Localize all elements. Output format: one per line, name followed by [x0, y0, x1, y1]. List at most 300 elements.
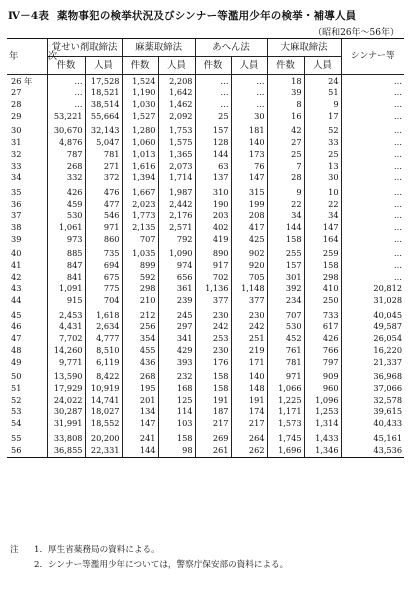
opium-cases-cell: 25 — [195, 110, 231, 122]
cannabis-persons-cell: 9 — [304, 98, 341, 110]
stimulant-persons-cell: 860 — [85, 233, 122, 245]
opium-persons-cell: 242 — [231, 321, 267, 333]
cannabis-cases-cell: 530 — [267, 321, 304, 333]
note-item — [10, 558, 288, 573]
narcotics-cases-cell: 1,527 — [122, 110, 158, 122]
opium-persons-cell: 219 — [231, 344, 267, 356]
cannabis-persons-cell: 426 — [304, 332, 341, 344]
stimulant-persons-cell: 271 — [85, 160, 122, 172]
cannabis-cases-cell: 28 — [267, 172, 304, 184]
drug-offense-table — [7, 38, 404, 458]
opium-cases-cell: … — [195, 98, 231, 110]
table-row — [7, 110, 404, 122]
narcotics-cases-cell: 298 — [122, 283, 158, 295]
cannabis-persons-cell: 17 — [304, 110, 341, 122]
cannabis-persons-cell: 25 — [304, 148, 341, 160]
narcotics-persons-cell: 2,176 — [158, 210, 195, 222]
cannabis-persons-cell: 410 — [304, 283, 341, 295]
narcotics-persons-cell: 103 — [158, 417, 195, 429]
table-period: （昭和26年～56年） — [313, 28, 399, 38]
narcotics-cases-cell: 256 — [122, 321, 158, 333]
opium-cases-cell: 230 — [195, 344, 231, 356]
table-row — [7, 306, 404, 321]
cannabis-cases-cell: 8 — [267, 98, 304, 110]
cannabis-persons-cell: 909 — [304, 368, 341, 383]
narcotics-persons-cell: 1,575 — [158, 136, 195, 148]
thinner-cell: … — [341, 75, 404, 87]
opium-persons-cell: 920 — [231, 259, 267, 271]
opium-cases-cell: 419 — [195, 233, 231, 245]
narcotics-persons-cell: 2,571 — [158, 221, 195, 233]
cannabis-cases-cell: 1,066 — [267, 382, 304, 394]
narcotics-persons-cell: 429 — [158, 344, 195, 356]
opium-persons-cell: 147 — [231, 172, 267, 184]
opium-cases-cell: 63 — [195, 160, 231, 172]
cannabis-persons-cell: 30 — [304, 172, 341, 184]
opium-cases-cell: 158 — [195, 368, 231, 383]
table-row — [7, 122, 404, 137]
thinner-cell: 36,968 — [341, 368, 404, 383]
cannabis-cases-cell: 301 — [267, 271, 304, 283]
narcotics-cases-cell: 1,030 — [122, 98, 158, 110]
stimulant-persons-cell: 14,741 — [85, 394, 122, 406]
opium-persons-cell: … — [231, 98, 267, 110]
table-row — [7, 417, 404, 429]
table-row — [7, 172, 404, 184]
cannabis-persons-cell: 22 — [304, 198, 341, 210]
cannabis-cases-cell: 18 — [267, 75, 304, 87]
opium-persons-cell: 148 — [231, 382, 267, 394]
cannabis-persons-cell: 34 — [304, 210, 341, 222]
cannabis-cases-cell: 761 — [267, 344, 304, 356]
narcotics-persons-cell: 1,090 — [158, 245, 195, 260]
stimulant-persons-cell: 675 — [85, 271, 122, 283]
year-cell: 38 — [11, 221, 22, 232]
cases-header: 件数 — [47, 57, 85, 75]
table-row — [7, 368, 404, 383]
opium-cases-cell: 187 — [195, 406, 231, 418]
table-body — [7, 75, 404, 458]
cannabis-persons-cell: 1,253 — [304, 406, 341, 418]
thinner-cell: … — [341, 110, 404, 122]
opium-cases-cell: 890 — [195, 245, 231, 260]
cases-header: 件数 — [267, 57, 304, 75]
stimulant-persons-cell: 476 — [85, 183, 122, 198]
year-cell: 33 — [11, 160, 22, 171]
cannabis-cases-cell: 158 — [267, 233, 304, 245]
opium-persons-cell: 217 — [231, 417, 267, 429]
stimulant-cases-cell: 973 — [47, 233, 85, 245]
table-row — [7, 429, 404, 444]
stimulant-cases-cell: 53,221 — [47, 110, 85, 122]
year-cell: 44 — [11, 295, 22, 306]
opium-persons-cell: 199 — [231, 198, 267, 210]
stimulant-cases-cell: 36,855 — [47, 444, 85, 458]
table-title-text: 薬物事犯の検挙状況及びシンナー等濫用少年の検挙・補導人員 — [57, 10, 357, 22]
thinner-cell: 40,433 — [341, 417, 404, 429]
notes — [10, 543, 288, 573]
narcotics-cases-cell: 210 — [122, 294, 158, 306]
cannabis-persons-cell: 259 — [304, 245, 341, 260]
opium-cases-cell: 402 — [195, 221, 231, 233]
narcotics-cases-cell: 1,190 — [122, 87, 158, 99]
table-row — [7, 210, 404, 222]
notes-label: 注 — [10, 545, 19, 555]
narcotics-cases-cell: 195 — [122, 382, 158, 394]
cannabis-persons-cell: 158 — [304, 259, 341, 271]
narcotics-persons-cell: 393 — [158, 356, 195, 368]
narcotics-persons-cell: 656 — [158, 271, 195, 283]
thinner-cell: 16,220 — [341, 344, 404, 356]
cannabis-law-header: 大麻取締法 — [267, 39, 341, 57]
table-row — [7, 98, 404, 110]
opium-cases-cell: 203 — [195, 210, 231, 222]
cannabis-cases-cell: 16 — [267, 110, 304, 122]
narcotics-cases-cell: 144 — [122, 444, 158, 458]
table-row — [7, 136, 404, 148]
year-cell: 52 — [11, 394, 22, 405]
stimulant-persons-cell: 55,664 — [85, 110, 122, 122]
narcotics-persons-cell: 114 — [158, 406, 195, 418]
year-cell: 45 — [11, 309, 22, 320]
cannabis-persons-cell: 298 — [304, 271, 341, 283]
year-cell: 51 — [11, 382, 22, 393]
cannabis-cases-cell: 1,745 — [267, 429, 304, 444]
cannabis-cases-cell: 1,573 — [267, 417, 304, 429]
opium-cases-cell: 190 — [195, 198, 231, 210]
opium-cases-cell: 157 — [195, 122, 231, 137]
narcotics-persons-cell: 297 — [158, 321, 195, 333]
cannabis-persons-cell: 797 — [304, 356, 341, 368]
cannabis-cases-cell: 7 — [267, 160, 304, 172]
opium-persons-cell: 230 — [231, 306, 267, 321]
year-cell: 26 年 — [11, 75, 33, 86]
year-cell: 43 — [11, 283, 22, 294]
cannabis-cases-cell: 42 — [267, 122, 304, 137]
year-cell: 47 — [11, 333, 22, 344]
stimulant-persons-cell: 20,200 — [85, 429, 122, 444]
opium-persons-cell: 417 — [231, 221, 267, 233]
note-item — [10, 543, 288, 558]
stimulant-persons-cell: 372 — [85, 172, 122, 184]
thinner-header: シンナー等 — [341, 39, 404, 75]
opium-persons-cell: 173 — [231, 148, 267, 160]
stimulant-persons-cell: 546 — [85, 210, 122, 222]
thinner-cell: 39,615 — [341, 406, 404, 418]
cannabis-persons-cell: 13 — [304, 160, 341, 172]
stimulant-cases-cell: 426 — [47, 183, 85, 198]
thinner-cell: … — [341, 183, 404, 198]
thinner-cell: … — [341, 198, 404, 210]
thinner-cell: … — [341, 98, 404, 110]
year-cell: 34 — [11, 172, 22, 183]
thinner-cell: … — [341, 271, 404, 283]
cannabis-persons-cell: 617 — [304, 321, 341, 333]
narcotics-cases-cell: 899 — [122, 259, 158, 271]
stimulant-persons-cell: 735 — [85, 245, 122, 260]
stimulant-cases-cell: 33,808 — [47, 429, 85, 444]
opium-cases-cell: … — [195, 87, 231, 99]
narcotics-persons-cell: 974 — [158, 259, 195, 271]
narcotics-cases-cell: 1,035 — [122, 245, 158, 260]
year-cell: 32 — [11, 148, 22, 159]
narcotics-cases-cell: 2,135 — [122, 221, 158, 233]
opium-persons-cell: 1,148 — [231, 283, 267, 295]
year-cell: 46 — [11, 321, 22, 332]
table-row — [7, 183, 404, 198]
table-row — [7, 444, 404, 458]
narcotics-law-header: 麻薬取締法 — [122, 39, 195, 57]
stimulant-cases-cell: 1,091 — [47, 283, 85, 295]
stimulant-persons-cell: 8,510 — [85, 344, 122, 356]
stimulant-persons-cell: 18,521 — [85, 87, 122, 99]
cannabis-persons-cell: 51 — [304, 87, 341, 99]
cannabis-persons-cell: 1,096 — [304, 394, 341, 406]
stimulant-cases-cell: 787 — [47, 148, 85, 160]
stimulant-cases-cell: … — [47, 98, 85, 110]
opium-persons-cell: 315 — [231, 183, 267, 198]
cannabis-cases-cell: 1,225 — [267, 394, 304, 406]
narcotics-cases-cell: 2,023 — [122, 198, 158, 210]
stimulant-persons-cell: 694 — [85, 259, 122, 271]
thinner-cell: 26,054 — [341, 332, 404, 344]
cannabis-cases-cell: 144 — [267, 221, 304, 233]
cannabis-persons-cell: 164 — [304, 233, 341, 245]
year-cell: 31 — [11, 137, 22, 148]
year-cell: 49 — [11, 356, 22, 367]
note-index: 1. — [34, 545, 43, 555]
table-row — [7, 245, 404, 260]
thinner-cell: … — [341, 172, 404, 184]
year-cell: 40 — [11, 248, 22, 259]
cannabis-cases-cell: 22 — [267, 198, 304, 210]
narcotics-cases-cell: 241 — [122, 429, 158, 444]
note-index: 2. — [34, 560, 43, 570]
thinner-cell: … — [341, 160, 404, 172]
narcotics-cases-cell: 1,280 — [122, 122, 158, 137]
stimulant-cases-cell: 24,022 — [47, 394, 85, 406]
opium-cases-cell: 377 — [195, 294, 231, 306]
opium-persons-cell: 425 — [231, 233, 267, 245]
table-row — [7, 394, 404, 406]
opium-persons-cell: 251 — [231, 332, 267, 344]
persons-header: 人員 — [231, 57, 267, 75]
persons-header: 人員 — [158, 57, 195, 75]
cannabis-cases-cell: 34 — [267, 210, 304, 222]
stimulant-persons-cell: 32,143 — [85, 122, 122, 137]
narcotics-persons-cell: 2,442 — [158, 198, 195, 210]
stimulant-persons-cell: 775 — [85, 283, 122, 295]
table-row — [7, 160, 404, 172]
opium-persons-cell: 140 — [231, 136, 267, 148]
stimulant-persons-cell: 17,528 — [85, 75, 122, 87]
stimulant-cases-cell: 4,431 — [47, 321, 85, 333]
opium-cases-cell: … — [195, 75, 231, 87]
cases-header: 件数 — [122, 57, 158, 75]
stimulant-persons-cell: 477 — [85, 198, 122, 210]
cannabis-persons-cell: 1,314 — [304, 417, 341, 429]
stimulant-cases-cell: 530 — [47, 210, 85, 222]
table-row — [7, 75, 404, 87]
table-row — [7, 344, 404, 356]
narcotics-persons-cell: 2,092 — [158, 110, 195, 122]
stimulant-cases-cell: 268 — [47, 160, 85, 172]
year-cell: 54 — [11, 417, 22, 428]
cannabis-cases-cell: 25 — [267, 148, 304, 160]
year-cell: 56 — [7, 444, 47, 458]
stimulant-persons-cell: 2,634 — [85, 321, 122, 333]
narcotics-cases-cell: 201 — [122, 394, 158, 406]
cannabis-cases-cell: 452 — [267, 332, 304, 344]
narcotics-persons-cell: 341 — [158, 332, 195, 344]
thinner-cell: 45,161 — [341, 429, 404, 444]
opium-persons-cell: 191 — [231, 394, 267, 406]
narcotics-cases-cell: 455 — [122, 344, 158, 356]
narcotics-persons-cell: 98 — [158, 444, 195, 458]
thinner-cell: … — [341, 221, 404, 233]
thinner-cell: 49,587 — [341, 321, 404, 333]
year-cell: 37 — [11, 210, 22, 221]
stimulant-persons-cell: 22,331 — [85, 444, 122, 458]
persons-header: 人員 — [85, 57, 122, 75]
table-row — [7, 406, 404, 418]
narcotics-persons-cell: 1,462 — [158, 98, 195, 110]
stimulant-persons-cell: 781 — [85, 148, 122, 160]
thinner-cell: 21,337 — [341, 356, 404, 368]
year-cell: 27 — [11, 87, 22, 98]
narcotics-persons-cell: 232 — [158, 368, 195, 383]
cannabis-cases-cell: 255 — [267, 245, 304, 260]
thinner-cell: … — [341, 233, 404, 245]
cannabis-persons-cell: 766 — [304, 344, 341, 356]
stimulant-persons-cell: 1,618 — [85, 306, 122, 321]
narcotics-persons-cell: 792 — [158, 233, 195, 245]
year-cell: 29 — [11, 110, 22, 121]
opium-persons-cell: 208 — [231, 210, 267, 222]
narcotics-persons-cell: 1,642 — [158, 87, 195, 99]
thinner-cell: 31,028 — [341, 294, 404, 306]
opium-cases-cell: 144 — [195, 148, 231, 160]
thinner-cell: … — [341, 122, 404, 137]
cannabis-cases-cell: 707 — [267, 306, 304, 321]
table-row — [7, 148, 404, 160]
stimulant-cases-cell: 31,991 — [47, 417, 85, 429]
table-row — [7, 233, 404, 245]
narcotics-persons-cell: 1,753 — [158, 122, 195, 137]
narcotics-cases-cell: 1,667 — [122, 183, 158, 198]
opium-cases-cell: 230 — [195, 306, 231, 321]
stimulant-persons-cell: 18,027 — [85, 406, 122, 418]
year-cell: 53 — [11, 406, 22, 417]
stimulant-persons-cell: 5,047 — [85, 136, 122, 148]
cannabis-cases-cell: 781 — [267, 356, 304, 368]
stimulant-persons-cell: 4,777 — [85, 332, 122, 344]
opium-persons-cell: 30 — [231, 110, 267, 122]
cannabis-cases-cell: 392 — [267, 283, 304, 295]
stimulant-cases-cell: 14,260 — [47, 344, 85, 356]
thinner-cell: 40,045 — [341, 306, 404, 321]
stimulant-cases-cell: 17,929 — [47, 382, 85, 394]
thinner-cell: … — [341, 136, 404, 148]
table-row — [7, 271, 404, 283]
table-row — [7, 221, 404, 233]
opium-cases-cell: 158 — [195, 382, 231, 394]
table-row — [7, 283, 404, 295]
opium-persons-cell: 181 — [231, 122, 267, 137]
stimulant-persons-cell: 38,514 — [85, 98, 122, 110]
stimulant-persons-cell: 10,919 — [85, 382, 122, 394]
cannabis-cases-cell: 27 — [267, 136, 304, 148]
stimulant-cases-cell: 847 — [47, 259, 85, 271]
narcotics-cases-cell: 1,394 — [122, 172, 158, 184]
opium-cases-cell: 191 — [195, 394, 231, 406]
thinner-cell: 37,066 — [341, 382, 404, 394]
opium-cases-cell: 176 — [195, 356, 231, 368]
stimulant-cases-cell: 30,670 — [47, 122, 85, 137]
table-row — [7, 382, 404, 394]
stimulant-cases-cell: 4,876 — [47, 136, 85, 148]
opium-persons-cell: 705 — [231, 271, 267, 283]
opium-cases-cell: 128 — [195, 136, 231, 148]
narcotics-cases-cell: 134 — [122, 406, 158, 418]
opium-persons-cell: 174 — [231, 406, 267, 418]
opium-cases-cell: 261 — [195, 444, 231, 458]
thinner-cell: … — [341, 87, 404, 99]
cannabis-cases-cell: 1,696 — [267, 444, 304, 458]
stimulant-law-header: 覚せい剤取締法 — [47, 39, 122, 57]
narcotics-cases-cell: 1,616 — [122, 160, 158, 172]
stimulant-persons-cell: 971 — [85, 221, 122, 233]
stimulant-cases-cell: 885 — [47, 245, 85, 260]
narcotics-persons-cell: 168 — [158, 382, 195, 394]
cannabis-cases-cell: 9 — [267, 183, 304, 198]
stimulant-cases-cell: 1,061 — [47, 221, 85, 233]
cannabis-persons-cell: 52 — [304, 122, 341, 137]
opium-cases-cell: 217 — [195, 417, 231, 429]
narcotics-persons-cell: 125 — [158, 394, 195, 406]
stimulant-cases-cell: 13,590 — [47, 368, 85, 383]
opium-persons-cell: … — [231, 75, 267, 87]
cannabis-persons-cell: 1,346 — [304, 444, 341, 458]
stimulant-cases-cell: … — [47, 75, 85, 87]
stimulant-persons-cell: 8,422 — [85, 368, 122, 383]
stimulant-cases-cell: 332 — [47, 172, 85, 184]
cannabis-persons-cell: 10 — [304, 183, 341, 198]
opium-persons-cell: 377 — [231, 294, 267, 306]
narcotics-cases-cell: 1,013 — [122, 148, 158, 160]
cannabis-persons-cell: 250 — [304, 294, 341, 306]
opium-persons-cell: 76 — [231, 160, 267, 172]
table-row — [7, 198, 404, 210]
stimulant-persons-cell: 18,552 — [85, 417, 122, 429]
stimulant-cases-cell: … — [47, 87, 85, 99]
table-row — [7, 332, 404, 344]
opium-persons-cell: 262 — [231, 444, 267, 458]
stimulant-cases-cell: 2,453 — [47, 306, 85, 321]
narcotics-persons-cell: 1,365 — [158, 148, 195, 160]
cannabis-cases-cell: 1,171 — [267, 406, 304, 418]
opium-cases-cell: 702 — [195, 271, 231, 283]
narcotics-persons-cell: 245 — [158, 306, 195, 321]
cannabis-persons-cell: 147 — [304, 221, 341, 233]
year-cell: 41 — [11, 260, 22, 271]
narcotics-cases-cell: 1,060 — [122, 136, 158, 148]
table-title — [8, 8, 356, 23]
stimulant-persons-cell: 6,119 — [85, 356, 122, 368]
opium-cases-cell: 137 — [195, 172, 231, 184]
narcotics-cases-cell: 592 — [122, 271, 158, 283]
narcotics-cases-cell: 268 — [122, 368, 158, 383]
